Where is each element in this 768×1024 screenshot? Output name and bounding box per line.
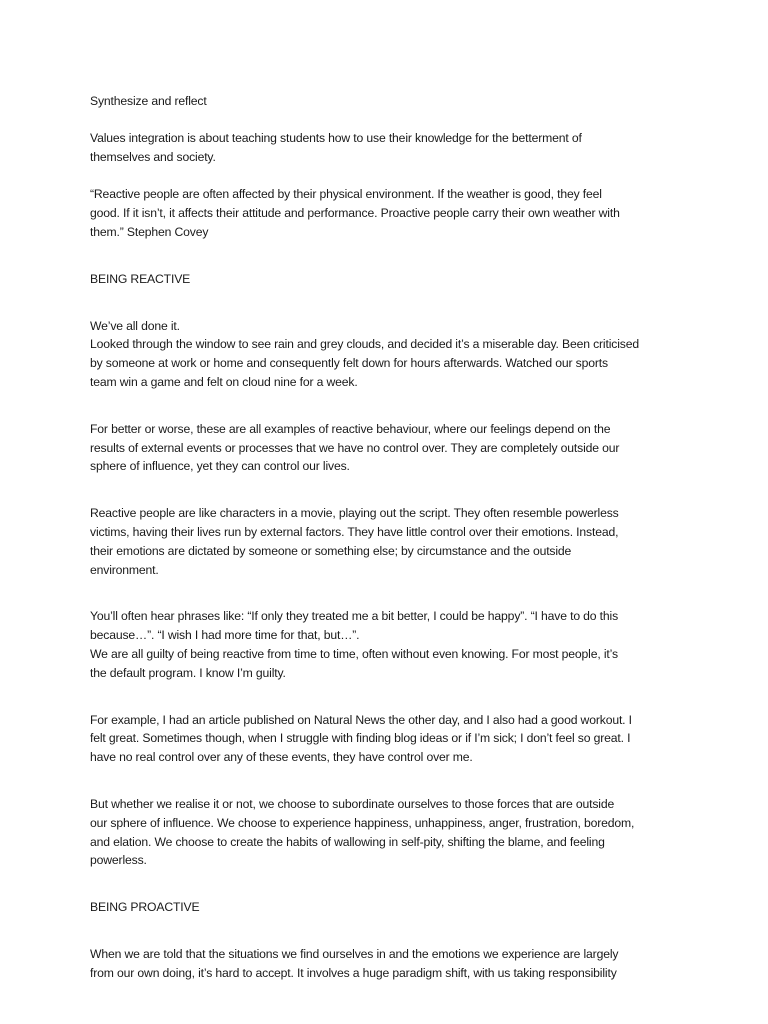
text-line: “Reactive people are often affected by their physical environment. If the weather is good, they feel [90, 187, 602, 202]
text-line: We are all guilty of being reactive from time to time, often without even knowing. For most people, it’s [90, 646, 618, 661]
text-line: them.” Stephen Covey [90, 224, 209, 239]
text-line: environment. [90, 562, 159, 577]
text-line: have no real control over any of these events, they have control over me. [90, 750, 473, 765]
text-line: good. If it isn’t, it affects their attitude and performance. Proactive people carry their own weather with [90, 206, 620, 221]
text-line: For example, I had an article published on Natural News the other day, and I also had a good workout. I [90, 712, 632, 727]
text-line: powerless. [90, 853, 147, 868]
text-line: But whether we realise it or not, we choose to subordinate ourselves to those forces that are outside [90, 796, 615, 811]
paragraph-phrases [90, 607, 690, 682]
text-line: and elation. We choose to create the habits of wallowing in self-pity, shifting the blame, and feeling [90, 834, 605, 849]
text-line: Looked through the window to see rain and grey clouds, and decided it’s a miserable day. Been criticised [90, 337, 639, 352]
paragraph-examples [90, 317, 690, 392]
text-line: When we are told that the situations we find ourselves in and the emotions we experience are largely [90, 946, 619, 961]
text-line: felt great. Sometimes though, when I struggle with finding blog ideas or if I’m sick; I don’t feel so great. I [90, 731, 631, 746]
text-line: by someone at work or home and consequently felt down for hours afterwards. Watched our sports [90, 356, 608, 371]
text-line: our sphere of influence. We choose to experience happiness, unhappiness, anger, frustration, boredom, [90, 815, 635, 830]
text-line: team win a game and felt on cloud nine for a week. [90, 374, 358, 389]
paragraph-reactive-behaviour [90, 420, 690, 476]
paragraph-proactive [90, 945, 690, 983]
heading-being-proactive: BEING PROACTIVE [90, 900, 200, 915]
intro-paragraph [90, 129, 690, 167]
text-line: We’ve all done it. [90, 318, 180, 333]
covey-quote [90, 185, 690, 241]
text-line: victims, having their lives run by external factors. They have little control over their emotions. Instead, [90, 524, 619, 539]
document-title: Synthesize and reflect [90, 94, 207, 108]
text-line: their emotions are dictated by someone or something else; by circumstance and the outside [90, 543, 572, 558]
text-line: themselves and society. [90, 150, 216, 165]
text-line: Reactive people are like characters in a movie, playing out the script. They often resemble powerless [90, 506, 619, 521]
document-body [90, 92, 690, 983]
text-line: Values integration is about teaching students how to use their knowledge for the betterment of [90, 131, 582, 146]
text-line: You’ll often hear phrases like: “If only they treated me a bit better, I could be happy”. “I have to do this [90, 609, 619, 624]
paragraph-personal-example [90, 711, 690, 767]
text-line: sphere of influence, yet they can control our lives. [90, 459, 350, 474]
heading-being-reactive: BEING REACTIVE [90, 271, 191, 286]
paragraph-choose [90, 795, 690, 870]
text-line: from our own doing, it’s hard to accept. It involves a huge paradigm shift, with us taking responsibility [90, 965, 617, 980]
text-line: the default program. I know I’m guilty. [90, 665, 286, 680]
text-line: results of external events or processes that we have no control over. They are completely outside our [90, 440, 620, 455]
text-line: because…”. “I wish I had more time for that, but…”. [90, 628, 360, 643]
text-line: For better or worse, these are all examples of reactive behaviour, where our feelings depend on the [90, 421, 611, 436]
paragraph-movie-characters [90, 504, 690, 579]
